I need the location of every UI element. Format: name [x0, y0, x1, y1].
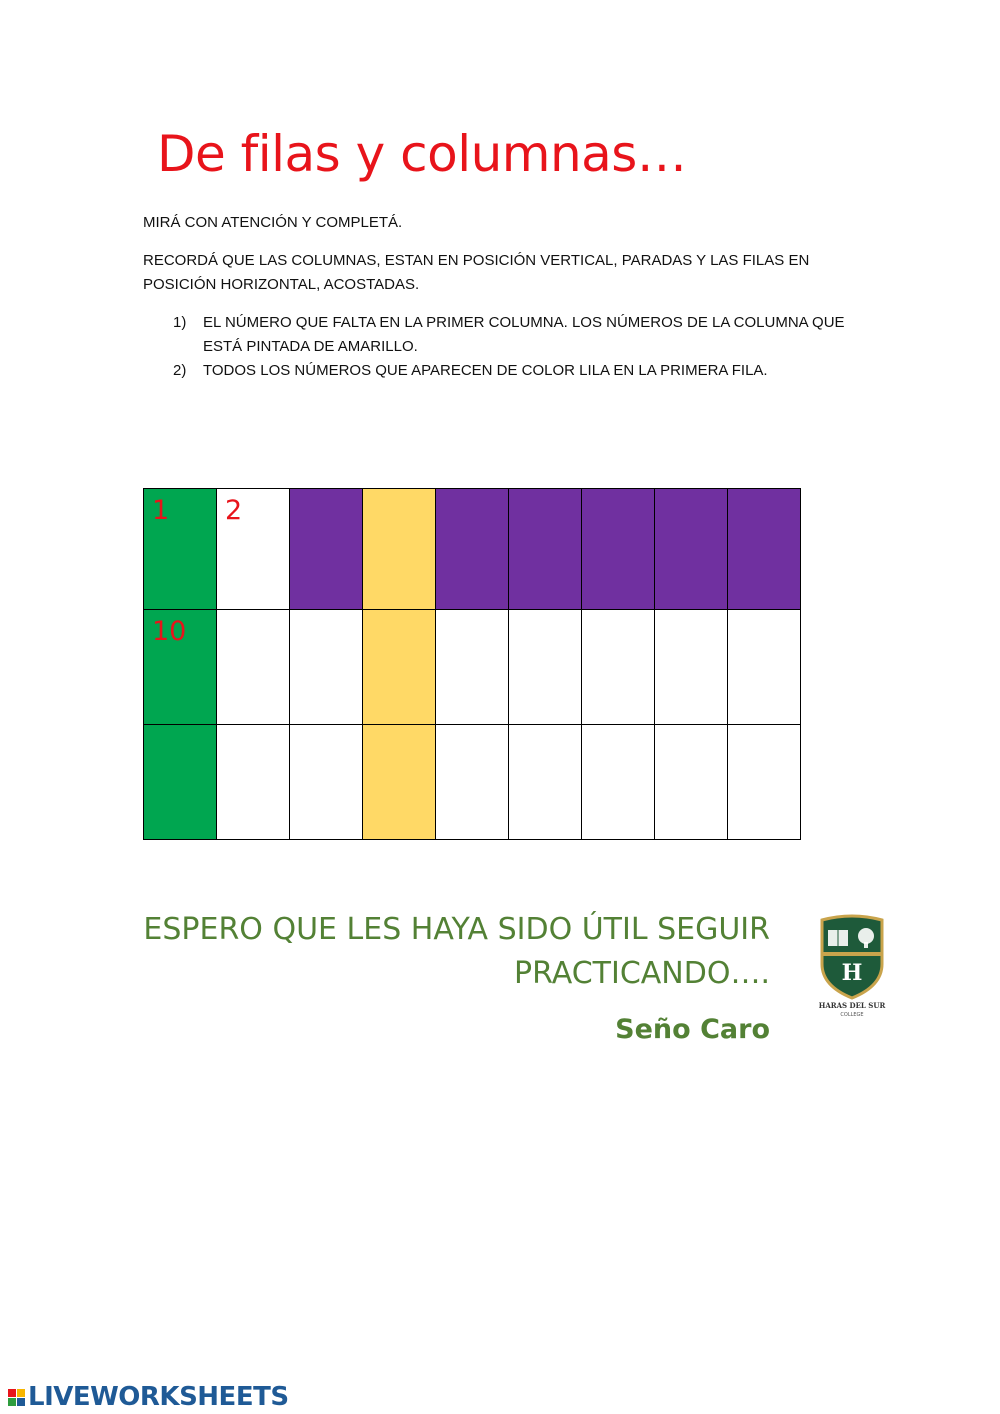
page-title: De filas y columnas…	[157, 125, 687, 183]
grid-cell	[144, 610, 217, 725]
grid-cell	[290, 610, 363, 725]
grid-cell-yellow[interactable]	[363, 489, 436, 610]
task-list	[173, 311, 863, 383]
logo-letter: H	[841, 960, 863, 986]
grid-cell-purple[interactable]	[436, 489, 509, 610]
logo-name: HARAS DEL SUR	[818, 1001, 886, 1010]
task-item	[173, 359, 863, 383]
footer-brand[interactable]	[8, 1380, 289, 1414]
number-grid	[143, 488, 801, 840]
grid-cell	[509, 725, 582, 840]
grid-cell	[582, 610, 655, 725]
cell-number: 10	[152, 616, 187, 647]
task-number: 1)	[173, 314, 187, 331]
grid-row-1	[144, 489, 801, 610]
grid-cell-yellow[interactable]	[363, 610, 436, 725]
grid-row-3	[144, 725, 801, 840]
grid-cell-purple[interactable]	[655, 489, 728, 610]
grid-cell-purple[interactable]	[509, 489, 582, 610]
grid-cell	[582, 725, 655, 840]
footer-brand-text: LIVEWORKSHEETS	[28, 1382, 289, 1412]
grid-cell-missing[interactable]	[144, 725, 217, 840]
cell-number: 1	[152, 495, 170, 526]
grid-cell	[655, 610, 728, 725]
closing-line-1: ESPERO QUE LES HAYA SIDO ÚTIL SEGUIR	[143, 912, 770, 947]
task-item	[173, 311, 863, 359]
grid-cell	[217, 725, 290, 840]
grid-cell	[290, 725, 363, 840]
task-text: TODOS LOS NÚMEROS QUE APARECEN DE COLOR LILA EN LA PRIMERA FILA.	[203, 362, 768, 379]
grid-cell-purple[interactable]	[728, 489, 801, 610]
grid-cell-purple[interactable]	[582, 489, 655, 610]
closing-message	[130, 908, 770, 996]
brand-blocks-icon	[8, 1389, 25, 1406]
grid-cell	[436, 610, 509, 725]
grid-cell	[217, 489, 290, 610]
grid-cell	[217, 610, 290, 725]
task-text: EL NÚMERO QUE FALTA EN LA PRIMER COLUMNA. LOS NÚMEROS DE LA COLUMNA QUE ESTÁ PINTADA DE AMARILLO.	[203, 314, 845, 355]
instruction-1: MIRÁ CON ATENCIÓN Y COMPLETÁ.	[143, 214, 403, 231]
grid-row-2	[144, 610, 801, 725]
logo-subtitle: COLLEGE	[840, 1012, 864, 1018]
instruction-2: RECORDÁ QUE LAS COLUMNAS, ESTAN EN POSICIÓN VERTICAL, PARADAS Y LAS FILAS EN POSICIÓN HORIZONTAL, ACOSTADAS.	[143, 252, 810, 293]
grid-cell	[728, 725, 801, 840]
grid-cell-purple[interactable]	[290, 489, 363, 610]
signature: Seño Caro	[615, 1014, 770, 1045]
grid-cell	[144, 489, 217, 610]
grid-cell	[728, 610, 801, 725]
task-number: 2)	[173, 362, 187, 379]
grid-cell	[509, 610, 582, 725]
grid-cell	[655, 725, 728, 840]
school-crest-logo	[812, 914, 892, 1018]
cell-number: 2	[225, 495, 243, 526]
grid-cell	[436, 725, 509, 840]
grid-cell-yellow[interactable]	[363, 725, 436, 840]
closing-line-2: PRACTICANDO….	[514, 956, 770, 991]
